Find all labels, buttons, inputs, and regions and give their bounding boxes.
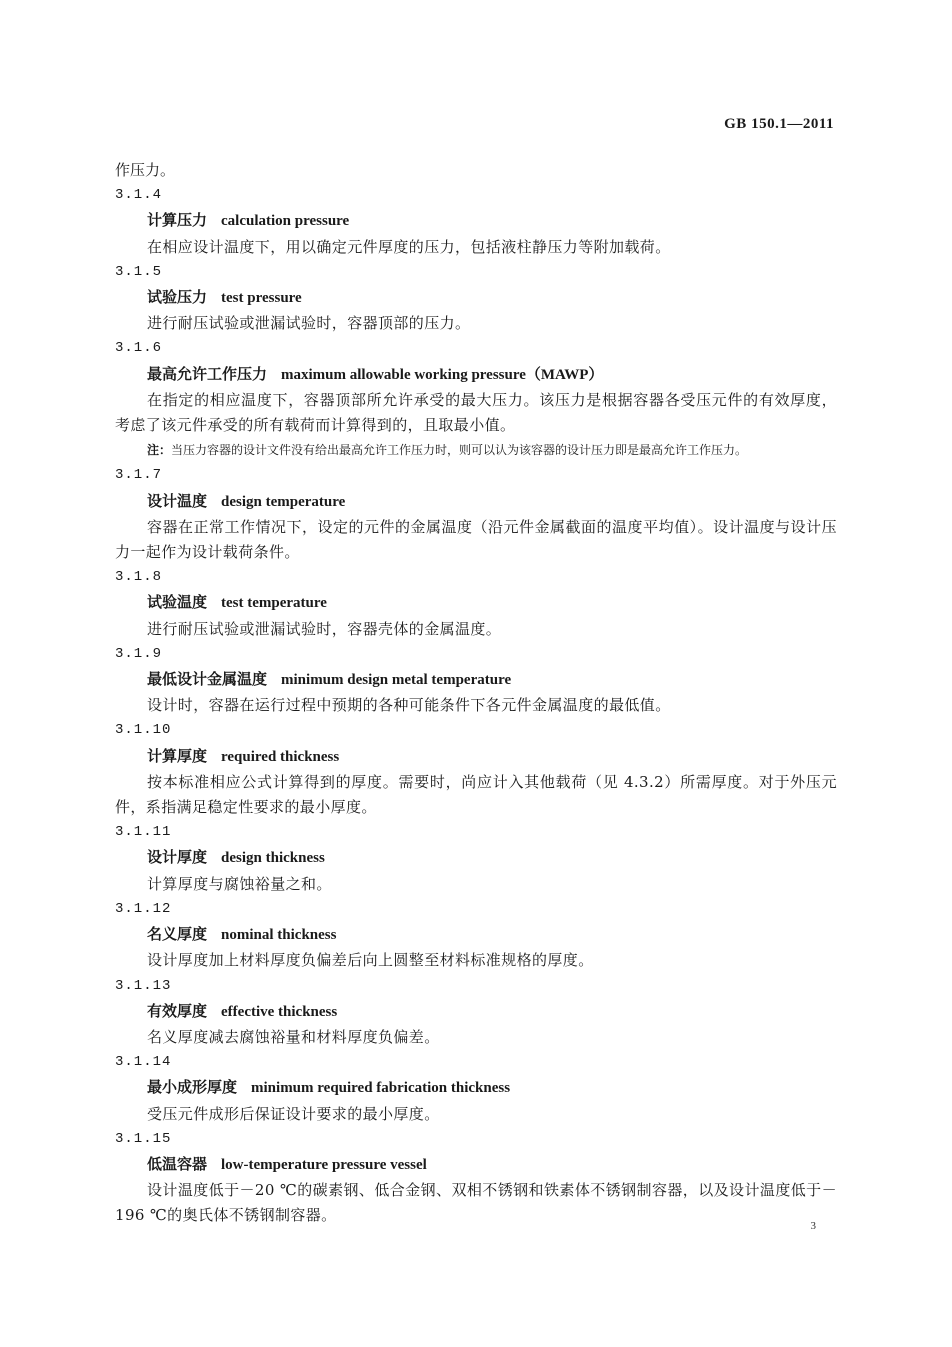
clause-number: 3.1.9 <box>115 645 163 662</box>
term-en: minimum design metal temperature <box>281 672 512 689</box>
term-definition: 进行耐压试验或泄漏试验时，容器顶部的压力。 <box>147 314 471 333</box>
clause-number: 3.1.13 <box>115 977 172 994</box>
clause-number: 3.1.14 <box>115 1054 172 1071</box>
clause-number: 3.1.8 <box>115 569 163 586</box>
term-heading <box>115 1152 837 1178</box>
term-zh: 设计厚度 <box>147 848 208 867</box>
term-heading <box>115 1075 837 1101</box>
term-heading <box>115 362 837 388</box>
term-heading <box>115 285 837 311</box>
document-body <box>115 158 837 1229</box>
term-heading <box>115 845 837 871</box>
term-zh: 设计温度 <box>147 491 208 510</box>
term-heading <box>115 590 837 616</box>
term-definition: 受压元件成形后保证设计要求的最小厚度。 <box>147 1104 440 1123</box>
clause-number: 3.1.12 <box>115 900 172 917</box>
term-zh: 最低设计金属温度 <box>147 670 268 689</box>
intro-text: 作压力。 <box>115 161 176 179</box>
term-zh: 试验压力 <box>147 288 208 307</box>
term-en: design temperature <box>221 493 346 510</box>
term-definition: 设计厚度加上材料厚度负偏差后向上圆整至材料标准规格的厚度。 <box>147 951 594 970</box>
term-en: low-temperature pressure vessel <box>221 1156 427 1173</box>
page-number: 3 <box>810 1220 816 1232</box>
clause-number: 3.1.5 <box>115 263 163 280</box>
term-heading <box>115 744 837 770</box>
term-en: effective thickness <box>221 1003 338 1020</box>
clause-number: 3.1.15 <box>115 1130 172 1147</box>
term-en: design thickness <box>221 850 325 867</box>
term-heading <box>115 489 837 515</box>
term-definition: 进行耐压试验或泄漏试验时，容器壳体的金属温度。 <box>147 619 502 638</box>
term-note <box>115 438 837 463</box>
term-zh: 计算压力 <box>147 211 208 230</box>
note-text: 当压力容器的设计文件没有给出最高允许工作压力时，则可以认为该容器的设计压力即是最高允许工作压力。 <box>171 443 748 458</box>
term-zh: 试验温度 <box>147 593 208 612</box>
term-en: maximum allowable working pressure（MAWP） <box>281 366 604 383</box>
term-zh: 最高允许工作压力 <box>147 364 268 383</box>
term-definition: 按本标准相应公式计算得到的厚度。需要时，尚应计入其他载荷（见 4.3.2）所需厚度。对于外压元件，系指满足稳定性要求的最小厚度。 <box>115 772 837 817</box>
term-zh: 最小成形厚度 <box>147 1078 238 1097</box>
note-label: 注： <box>147 443 172 458</box>
term-en: test temperature <box>221 595 327 612</box>
term-definition: 容器在正常工作情况下，设定的元件的金属温度（沿元件金属截面的温度平均值）。设计温度与设计压力一起作为设计载荷条件。 <box>115 517 837 562</box>
term-definition: 设计时，容器在运行过程中预期的各种可能条件下各元件金属温度的最低值。 <box>147 696 671 715</box>
term-zh: 低温容器 <box>147 1154 208 1173</box>
term-en: calculation pressure <box>221 213 350 230</box>
term-en: minimum required fabrication thickness <box>251 1080 511 1097</box>
term-heading <box>115 922 837 948</box>
clause-number: 3.1.11 <box>115 824 172 841</box>
clause-number: 3.1.10 <box>115 722 172 739</box>
term-zh: 有效厚度 <box>147 1001 208 1020</box>
clause-number: 3.1.4 <box>115 187 163 204</box>
term-en: required thickness <box>221 748 340 765</box>
term-en: nominal thickness <box>221 927 337 944</box>
term-zh: 名义厚度 <box>147 925 208 944</box>
term-en: test pressure <box>221 290 302 307</box>
clause-number: 3.1.6 <box>115 340 163 357</box>
standard-number: GB 150.1—2011 <box>724 116 834 132</box>
term-heading <box>115 999 837 1025</box>
term-heading <box>115 667 837 693</box>
term-definition: 设计温度低于－20 ℃的碳素钢、低合金钢、双相不锈钢和铁素体不锈钢制容器，以及设计温度低于－196 ℃的奥氏体不锈钢制容器。 <box>115 1181 837 1225</box>
term-definition: 计算厚度与腐蚀裕量之和。 <box>147 874 332 893</box>
clause-number: 3.1.7 <box>115 467 163 484</box>
term-definition: 在相应设计温度下，用以确定元件厚度的压力，包括液柱静压力等附加载荷。 <box>147 237 671 256</box>
term-definition: 在指定的相应温度下，容器顶部所允许承受的最大压力。该压力是根据容器各受压元件的有效厚度，考虑了该元件承受的所有载荷而计算得到的，且取最小值。 <box>115 390 837 435</box>
term-definition: 名义厚度减去腐蚀裕量和材料厚度负偏差。 <box>147 1027 440 1046</box>
term-heading <box>115 208 837 234</box>
term-zh: 计算厚度 <box>147 746 208 765</box>
